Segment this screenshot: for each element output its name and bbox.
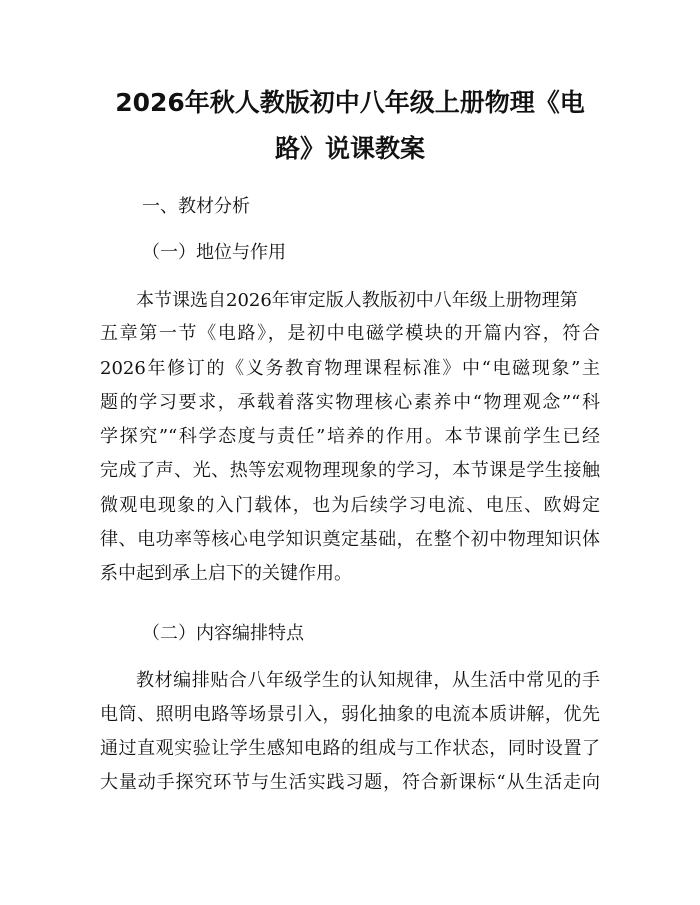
paragraph-2-line-3: 通过直观实验让学生感知电路的组成与工作状态，同时设置了 bbox=[100, 738, 600, 759]
paragraph-1-line-2: 五章第一节《电路》，是初中电磁学模块的开篇内容，符合 bbox=[100, 323, 600, 344]
document-title-line-1: 2026年秋人教版初中八年级上册物理《电 bbox=[115, 88, 585, 117]
paragraph-1-line-6: 完成了声、光、热等宏观物理现象的学习，本节课是学生接触 bbox=[100, 460, 600, 481]
paragraph-1-line-3: 2026年修订的《义务教育物理课程标准》中“电磁现象”主 bbox=[100, 358, 600, 379]
paragraph-1-line-5: 学探究”“科学态度与责任”培养的作用。本节课前学生已经 bbox=[100, 426, 600, 447]
subsection-heading-content-features: （二）内容编排特点 bbox=[142, 623, 304, 644]
paragraph-1-line-1: 本节课选自2026年审定版人教版初中八年级上册物理第 bbox=[136, 290, 578, 311]
section-heading-textbook-analysis: 一、教材分析 bbox=[142, 196, 250, 217]
paragraph-2-line-4: 大量动手探究环节与生活实践习题，符合新课标“从生活走向 bbox=[100, 772, 600, 793]
paragraph-1-line-4: 题的学习要求，承载着落实物理核心素养中“物理观念”“科 bbox=[100, 392, 600, 413]
paragraph-1-line-8: 律、电功率等核心电学知识奠定基础，在整个初中物理知识体 bbox=[100, 529, 600, 550]
paragraph-1-line-7: 微观电现象的入门载体，也为后续学习电流、电压、欧姆定 bbox=[100, 495, 600, 516]
paragraph-2-line-1: 教材编排贴合八年级学生的认知规律，从生活中常见的手 bbox=[136, 670, 600, 691]
document-title-line-2: 路》说课教案 bbox=[274, 134, 425, 163]
subsection-heading-position-role: （一）地位与作用 bbox=[142, 242, 286, 263]
paragraph-1-line-9: 系中起到承上启下的关键作用。 bbox=[100, 563, 352, 584]
paragraph-2-line-2: 电筒、照明电路等场景引入，弱化抽象的电流本质讲解，优先 bbox=[100, 704, 600, 725]
